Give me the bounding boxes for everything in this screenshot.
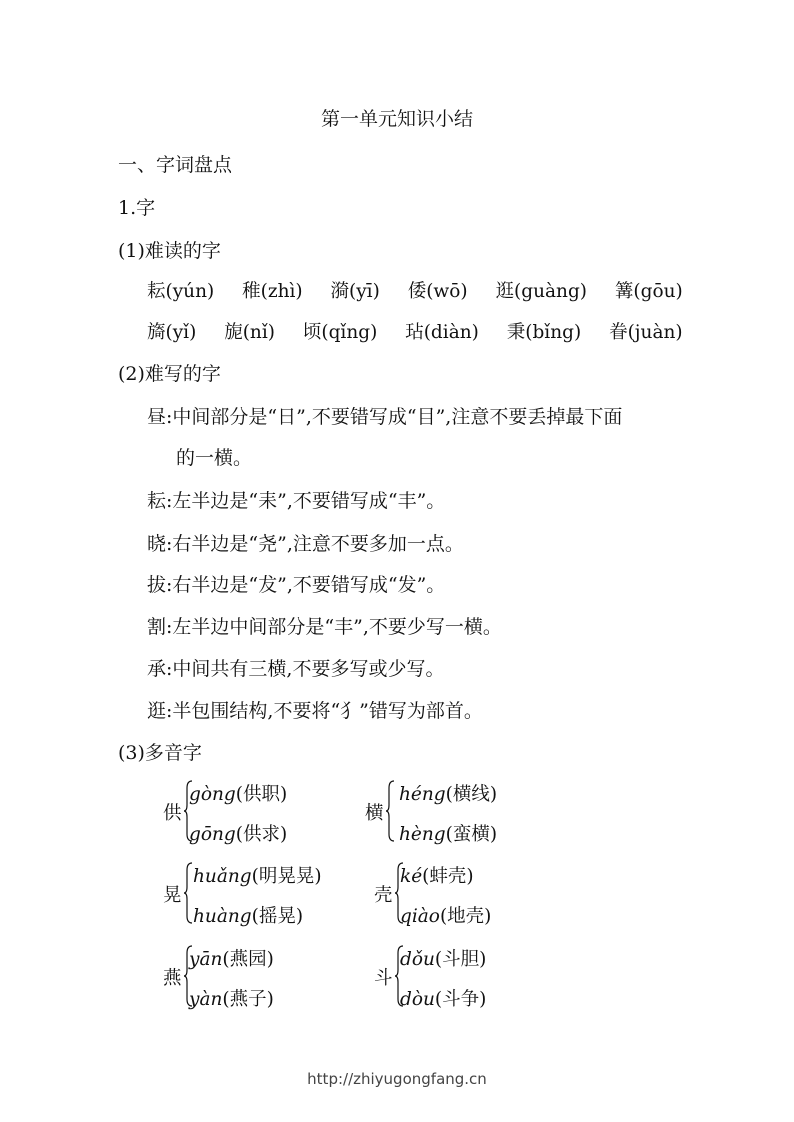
pronunciation-item: 篝(gōu)	[614, 281, 683, 302]
polyphone-group	[374, 862, 554, 932]
polyphone-char: 横	[365, 803, 384, 824]
pronunciation-row	[147, 277, 705, 303]
pronunciation-row	[147, 318, 705, 344]
polyphone-group	[163, 862, 353, 932]
hard-char-note: 的一横。	[176, 447, 253, 469]
subsection-heading: (2)难写的字	[118, 363, 221, 385]
pronunciation-item: 漪(yī)	[330, 281, 380, 302]
polyphone-char: 晃	[163, 885, 182, 906]
brace-icon	[183, 862, 193, 924]
footer-url: http://zhiyugongfang.cn	[307, 1070, 487, 1088]
pronunciation-item: 稚(zhì)	[242, 281, 303, 302]
pronunciation-item: 顷(qǐng)	[302, 322, 378, 343]
pronunciation-item: 逛(guàng)	[495, 281, 588, 302]
polyphone-reading: gòng(供职)	[189, 784, 288, 805]
polyphone-reading: gōng(供求)	[189, 824, 288, 845]
page-title: 第一单元知识小结	[320, 108, 473, 130]
pronunciation-item: 旎(nǐ)	[224, 322, 275, 343]
polyphone-group	[365, 780, 545, 850]
hard-char-note: 拔:右半边是“犮”,不要错写成“发”。	[147, 574, 446, 596]
polyphone-group	[163, 945, 343, 1015]
hard-char-note: 逛:半包围结构,不要将“犭”错写为部首。	[147, 700, 483, 722]
pronunciation-item: 旖(yǐ)	[147, 322, 197, 343]
polyphone-reading: qiào(地壳)	[400, 906, 492, 927]
polyphone-reading: héng(横线)	[399, 784, 498, 805]
hard-char-note: 昼:中间部分是“日”,不要错写成“目”,注意不要丢掉最下面	[147, 406, 623, 428]
brace-icon	[385, 780, 395, 842]
subsection-heading: 1.字	[118, 197, 156, 219]
subsection-heading: (1)难读的字	[118, 240, 221, 262]
polyphone-char: 燕	[163, 968, 182, 989]
polyphone-reading: huǎng(明晃晃)	[193, 866, 322, 887]
polyphone-reading: hèng(蛮横)	[399, 824, 498, 845]
hard-char-note: 晓:右半边是“尧”,注意不要多加一点。	[147, 533, 464, 555]
polyphone-reading: huàng(摇晃)	[193, 906, 304, 927]
polyphone-group	[374, 945, 554, 1015]
hard-char-note: 割:左半边中间部分是“丰”,不要少写一横。	[147, 616, 502, 638]
polyphone-reading: yàn(燕子)	[189, 989, 274, 1010]
polyphone-reading: ké(蚌壳)	[400, 866, 474, 887]
pronunciation-item: 倭(wō)	[407, 281, 468, 302]
subsection-heading: (3)多音字	[118, 742, 202, 764]
hard-char-note: 耘:左半边是“耒”,不要错写成“丰”。	[147, 490, 446, 512]
pronunciation-item: 眷(juàn)	[609, 322, 683, 343]
polyphone-reading: dòu(斗争)	[400, 989, 487, 1010]
polyphone-char: 壳	[374, 885, 393, 906]
pronunciation-item: 秉(bǐng)	[506, 322, 582, 343]
polyphone-char: 斗	[374, 968, 393, 989]
hard-char-note: 承:中间共有三横,不要多写或少写。	[147, 658, 445, 680]
polyphone-reading: yān(燕园)	[189, 949, 274, 970]
section-heading: 一、字词盘点	[118, 154, 233, 176]
pronunciation-item: 玷(diàn)	[405, 322, 479, 343]
polyphone-reading: dǒu(斗胆)	[400, 949, 487, 970]
polyphone-group	[163, 780, 343, 850]
pronunciation-item: 耘(yún)	[147, 281, 215, 302]
polyphone-char: 供	[163, 803, 182, 824]
